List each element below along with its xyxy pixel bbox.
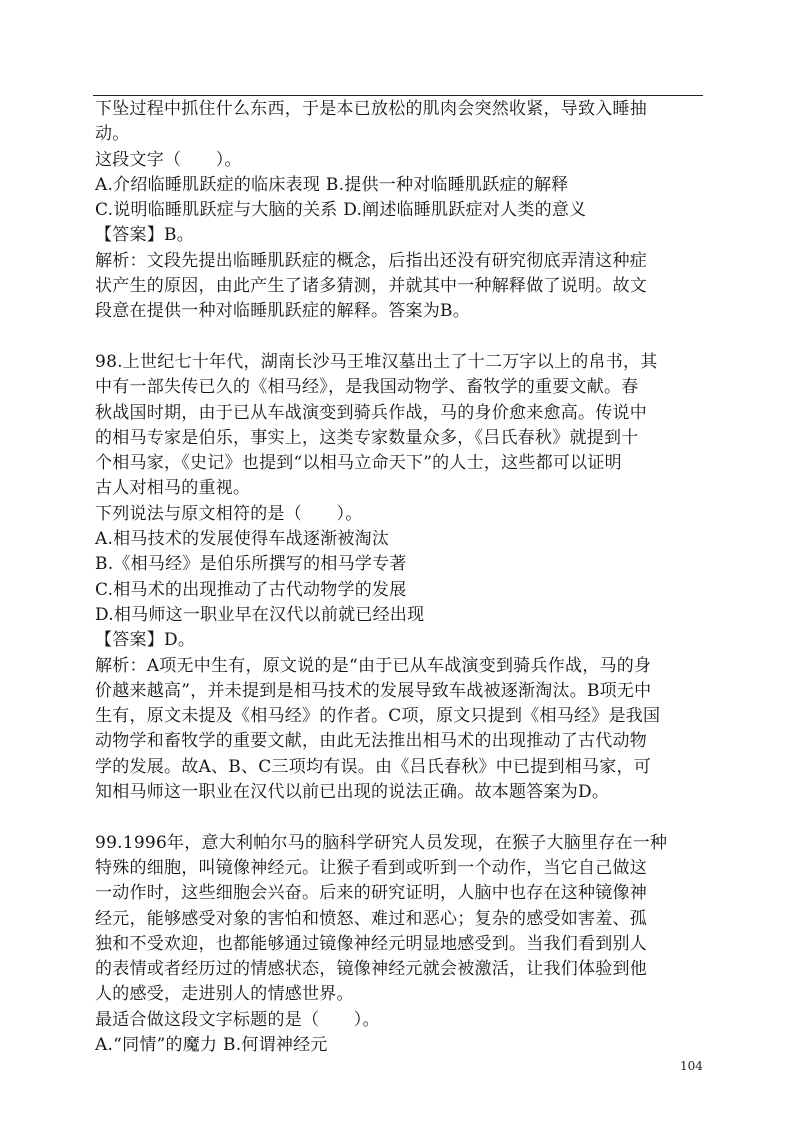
header-rule: [93, 95, 703, 96]
q98-passage-line: 的相马专家是伯乐，事实上，这类专家数量众多，《吕氏春秋》就提到十: [95, 427, 639, 448]
q98-option-a: A.相马技术的发展使得车战逐渐被淘汰: [95, 529, 390, 550]
page-content: [95, 97, 707, 1058]
q98-option-c: C.相马术的出现推动了古代动物学的发展: [95, 579, 407, 600]
q99-passage-line: 99.1996年，意大利帕尔马的脑科学研究人员发现，在猴子大脑里存在一种: [95, 832, 668, 853]
q97-analysis-line: 状产生的原因，由此产生了诸多猜测，并就其中一种解释做了说明。故文: [95, 276, 647, 297]
q97-option-line: C.说明临睡肌跃症与大脑的关系 D.阐述临睡肌跃症对人类的意义: [95, 200, 587, 221]
q98-passage-line: 秋战国时期，由于已从车战演变到骑兵作战，马的身价愈来愈高。传说中: [95, 402, 647, 423]
page-number: 104: [680, 1059, 703, 1073]
q97-analysis-line: 解析：文段先提出临睡肌跃症的概念，后指出还没有研究彻底弄清这种症: [95, 250, 647, 271]
q98-analysis-line: 动物学和畜牧学的重要文献，由此无法推出相马术的出现推动了古代动物: [95, 731, 647, 752]
q99-passage-line: 经元，能够感受对象的害怕和愤怒、难过和恶心；复杂的感受如害羞、孤: [95, 908, 647, 929]
q98-analysis-line: 知相马师这一职业在汉代以前已出现的说法正确。故本题答案为D。: [95, 782, 610, 803]
q98-passage-line: 个相马家，《史记》也提到“以相马立命天下”的人士，这些都可以证明: [95, 453, 622, 474]
q98-passage-line: 中有一部失传已久的《相马经》，是我国动物学、畜牧学的重要文献。春: [95, 377, 639, 398]
q97-question-stem: 这段文字（ ）。: [95, 149, 242, 170]
q97-analysis-line: 段意在提供一种对临睡肌跃症的解释。答案为B。: [95, 301, 470, 322]
section-gap: [95, 805, 707, 830]
section-gap: [95, 325, 707, 350]
q97-option-line: A.介绍临睡肌跃症的临床表现 B.提供一种对临睡肌跃症的解释: [95, 174, 569, 195]
q98-option-d: D.相马师这一职业早在汉代以前就已经出现: [95, 604, 425, 625]
q98-answer: 【答案】D。: [95, 630, 196, 651]
q98-option-b: B.《相马经》是伯乐所撰写的相马学专著: [95, 554, 407, 575]
question-97-block: [95, 97, 707, 325]
q99-passage-line: 人的感受，走进别人的情感世界。: [95, 984, 354, 1005]
q99-option-line: A.“同情”的魔力 B.何谓神经元: [95, 1034, 328, 1055]
q98-passage-line: 古人对相马的重视。: [95, 478, 251, 499]
q99-passage-line: 一动作时，这些细胞会兴奋。后来的研究证明，人脑中也存在这种镜像神: [95, 883, 647, 904]
q99-passage-line: 特殊的细胞，叫镜像神经元。让猴子看到或听到一个动作，当它自己做这: [95, 857, 647, 878]
q97-passage-line: 下坠过程中抓住什么东西，于是本已放松的肌肉会突然收紧，导致入睡抽: [95, 99, 647, 119]
q98-analysis-line: 生有，原文未提及《相马经》的作者。C项，原文只提到《相马经》是我国: [95, 706, 661, 727]
question-99-block: [95, 831, 707, 1059]
q98-question-stem: 下列说法与原文相符的是（ ）。: [95, 503, 363, 524]
q98-analysis-line: 学的发展。故A、B、C三项均有误。由《吕氏春秋》中已提到相马家，可: [95, 756, 652, 777]
q98-analysis-line: 价越来越高”，并未提到是相马技术的发展导致车战被逐渐淘汰。B项无中: [95, 680, 652, 701]
q99-passage-line: 独和不受欢迎，也都能够通过镜像神经元明显地感受到。当我们看到别人: [95, 933, 647, 954]
q98-analysis-line: 解析：A项无中生有，原文说的是“由于已从车战演变到骑兵作战，马的身: [95, 655, 652, 676]
q99-question-stem: 最适合做这段文字标题的是（ ）。: [95, 1009, 380, 1030]
question-98-block: [95, 350, 707, 805]
q97-passage-line: 动。: [95, 124, 130, 145]
q99-passage-line: 的表情或者经历过的情感状态，镜像神经元就会被激活，让我们体验到他: [95, 959, 647, 980]
q97-answer: 【答案】B。: [95, 225, 194, 246]
q98-passage-line: 98.上世纪七十年代，湖南长沙马王堆汉墓出土了十二万字以上的帛书，其: [95, 351, 658, 372]
